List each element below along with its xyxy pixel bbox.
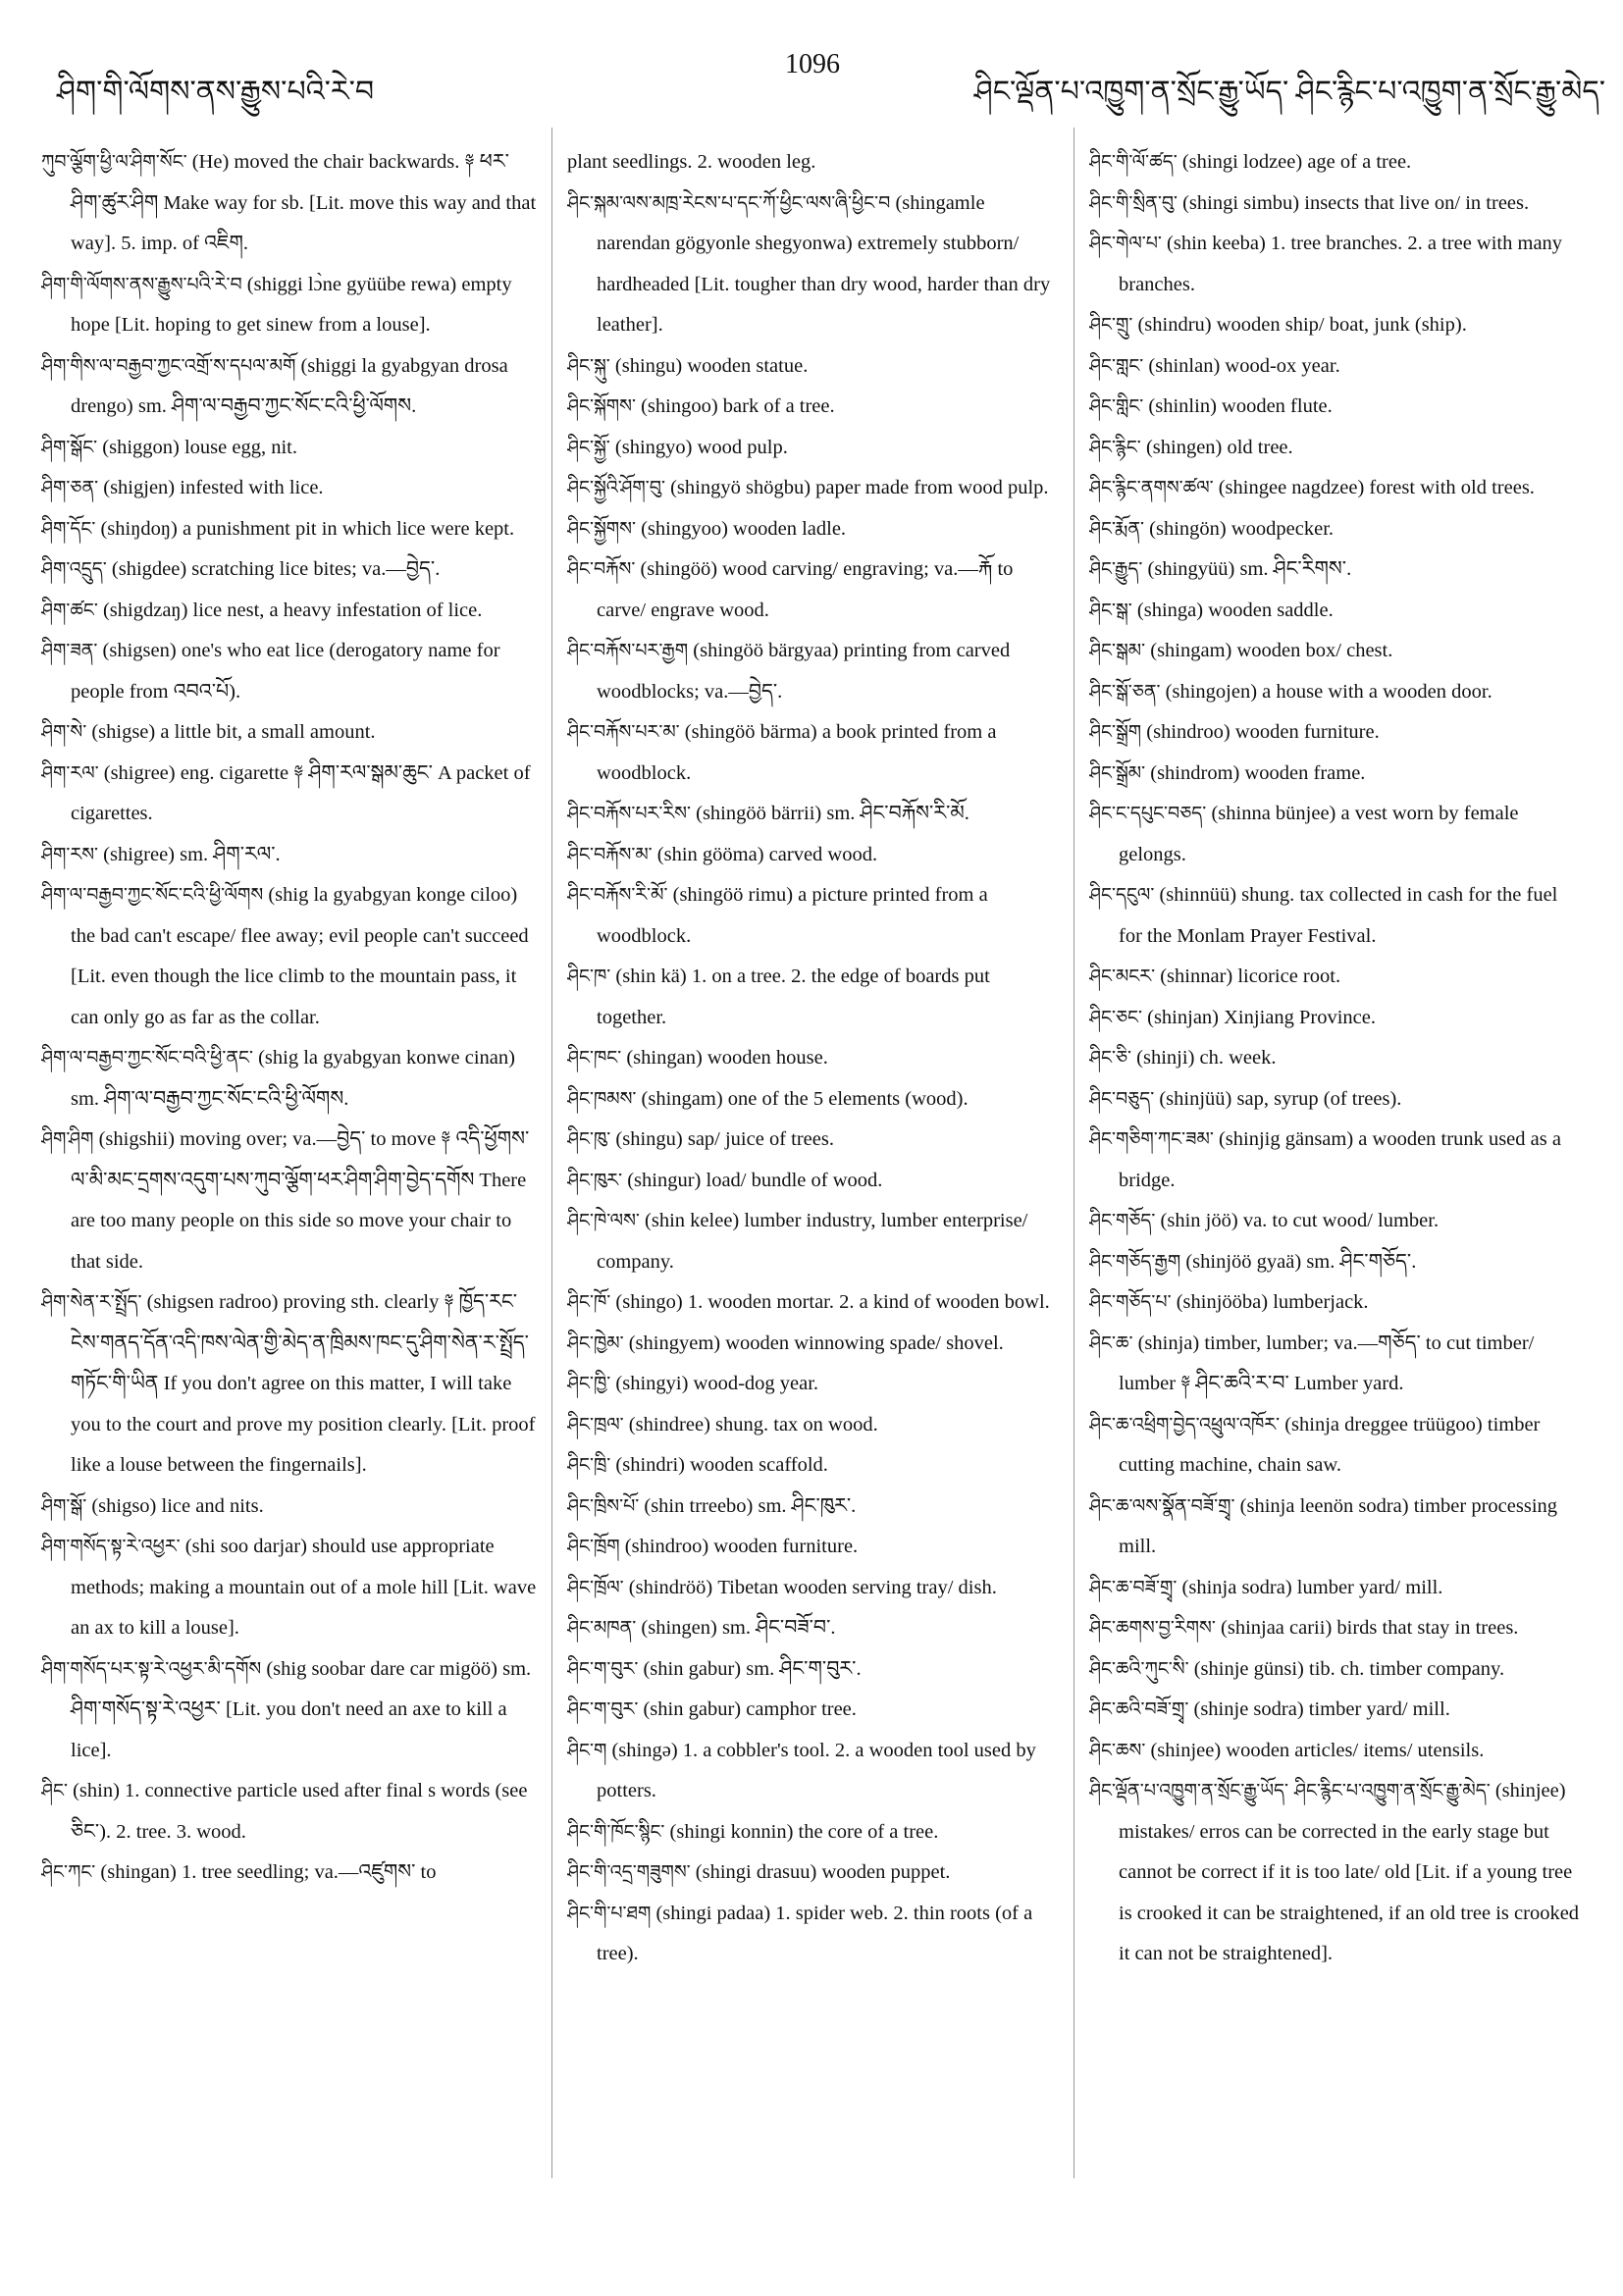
dictionary-entry — [1089, 142, 1585, 183]
dictionary-entry — [567, 712, 1063, 794]
entry-headword: ཤིང་ཀང་ — [41, 1861, 96, 1883]
dictionary-entry — [567, 1282, 1063, 1324]
entry-headword: ཤིང་བཅུད་ — [1089, 1087, 1155, 1110]
entry-definition: (shingamle narendan gögyonle shegyonwa) extremely stubborn/ hardheaded [Lit. tougher than dry wood, harder than dry leather]. — [597, 191, 1051, 336]
entry-definition: (shingyo) wood pulp. — [614, 436, 788, 458]
entry-headword: ཤིག་སྒོང་ — [41, 436, 98, 458]
entry-headword: ཤིང་ཁྲི་ — [567, 1454, 611, 1476]
dictionary-entry — [567, 1731, 1063, 1812]
entry-definition: (shingam) one of the 5 elements (wood). — [641, 1087, 969, 1110]
entry-definition: (shindröö) Tibetan wooden serving tray/ dish. — [628, 1576, 997, 1598]
entry-headword: ཤིང་ཁྲོལ་ — [567, 1576, 624, 1598]
entry-headword: ཤིག་ལ་བརྒྱབ་ཀྱང་སོང་བའི་ཕྱི་ནང་ — [41, 1047, 253, 1069]
entry-definition: (shingöö bärma) a book printed from a woodblock. — [597, 721, 997, 784]
entry-headword: ཤིང་ཅང་ — [1089, 1006, 1142, 1028]
dictionary-entry — [1089, 1608, 1585, 1649]
dictionary-entry — [1089, 549, 1585, 591]
entry-headword: ཤིག་སེ་ — [41, 721, 87, 743]
entry-headword: ཤིང་ཆ་བཟོ་གྲྭ་ — [1089, 1576, 1178, 1598]
entry-headword: ཤིང་གཅོད་རྒྱག — [1089, 1250, 1181, 1273]
entry-headword: ཤིག་ཚང་ — [41, 599, 98, 621]
entry-headword: ཤིང་ཁྲིས་པོ་ — [567, 1494, 640, 1517]
entry-headword: ཤིག་ལ་བརྒྱབ་ཀྱང་སོང་ངའི་ཕྱི་ལོགས — [41, 884, 264, 906]
entry-headword: ཤིང་གླང་ — [1089, 354, 1144, 377]
entry-headword: ཤིང་ང་དཔུང་བཅད་ — [1089, 803, 1207, 824]
entry-definition: (shindri) wooden scaffold. — [615, 1454, 828, 1476]
entry-definition: (shindree) shung. tax on wood. — [628, 1413, 878, 1435]
dictionary-entry — [1089, 468, 1585, 509]
entry-definition: (shin trreebo) sm. ཤིང་ཁུར་. — [644, 1494, 857, 1517]
entry-headword: ཤིང་མཁན་ — [567, 1617, 637, 1639]
entry-definition: (shingyüü) sm. ཤིང་རིགས་. — [1147, 558, 1352, 580]
entry-definition: (shigjen) infested with lice. — [103, 477, 324, 498]
entry-definition: (shiŋdoŋ) a punishment pit in which lice were kept. — [100, 517, 515, 540]
entry-headword: ཤིང་གཅོད་ — [1089, 1210, 1156, 1231]
entry-definition: (shingan) wooden house. — [626, 1047, 828, 1069]
dictionary-entry — [41, 468, 537, 509]
entry-headword: ཤིང་རྙིང་ནགས་ཚལ་ — [1089, 477, 1214, 498]
entry-headword: ཤིང་སྐམ་ལས་མཁྲ་རེངས་པ་དང་ཀོ་ཕྱིང་ལས་ཞི་ཕྱིང་བ — [567, 191, 891, 214]
dictionary-entry — [1089, 1038, 1585, 1079]
dictionary-entry — [567, 794, 1063, 835]
entry-definition: (shigshii) moving over; va.—བྱེད་ to move ༈ འདི་ཕྱོགས་ལ་མི་མང་དྲགས་འདུག་པས་ཀུབ་ལྕོག་ཕར་ཤིག་ཤིག་བྱེད་དགོས There are too many people on this side so move your chair to that side. — [71, 1128, 530, 1273]
dictionary-entry — [567, 1120, 1063, 1161]
entry-headword: ཤིང་ཆ་ — [1089, 1331, 1133, 1354]
dictionary-entry — [567, 1812, 1063, 1853]
entry-headword: ཤིང་སྐུ་ — [567, 354, 610, 377]
entry-definition: (shinjöö gyaä) sm. ཤིང་གཅོད་. — [1185, 1250, 1417, 1273]
entry-headword: ཤིང་གླིང་ — [1089, 395, 1144, 417]
entry-headword: ཤིག་གསོད་པར་སྟ་རེ་འཕྱར་མི་དགོས — [41, 1657, 262, 1680]
entry-headword: ཤིང་ — [41, 1780, 68, 1801]
entry-headword: ཤིང་བརྐོས་པར་མ་ — [567, 721, 680, 743]
dictionary-entry — [567, 1038, 1063, 1079]
dictionary-entry — [41, 1649, 537, 1772]
entry-definition: (shin jöö) va. to cut wood/ lumber. — [1160, 1210, 1440, 1231]
dictionary-entry — [567, 1690, 1063, 1731]
entry-definition: (shin gööma) carved wood. — [656, 843, 878, 865]
entry-definition: (shinnar) licorice root. — [1160, 965, 1341, 987]
dictionary-entry — [567, 183, 1063, 346]
dictionary-entry — [1089, 1731, 1585, 1772]
dictionary-entry — [567, 1079, 1063, 1121]
dictionary-entry — [567, 835, 1063, 876]
entry-headword: ཤིང་གཅོད་པ་ — [1089, 1291, 1172, 1313]
entry-headword: ཤིག་རལ་ — [41, 761, 99, 784]
entry-headword: ཤིག་དོང་ — [41, 517, 96, 540]
entry-definition: (shigree) sm. ཤིག་རལ་. — [103, 843, 281, 865]
dictionary-entry — [1089, 1487, 1585, 1568]
entry-definition: (shigdzaŋ) lice nest, a heavy infestation of lice. — [102, 599, 483, 621]
entry-headword: ཤིང་ག — [567, 1739, 607, 1761]
entry-definition: (shingu) wooden statue. — [614, 354, 809, 377]
entry-headword: ཤིང་ཁུ་ — [567, 1128, 611, 1150]
dictionary-entry — [41, 1487, 537, 1528]
entry-definition: (shinlan) wood-ox year. — [1148, 354, 1340, 377]
entry-definition: (shigso) lice and nits. — [91, 1494, 264, 1517]
entry-headword: ཤིང་ཆས་ — [1089, 1739, 1146, 1761]
entry-definition: (shinja) timber, lumber; va.—གཅོད་ to cut timber/ lumber ༈ ཤིང་ཆའི་ར་བ་ Lumber yard. — [1119, 1331, 1535, 1394]
entry-definition: (shinja dreggee trüügoo) timber cutting machine, chain saw. — [1119, 1413, 1541, 1476]
entry-headword: ཤིང་བརྐོས་པར་རྒྱག — [567, 640, 689, 661]
entry-headword: ཤིང་སྒྲོམ་ — [1089, 761, 1146, 784]
dictionary-entry — [567, 142, 1063, 183]
entry-headword: ཤིང་བརྐོས་རི་མོ་ — [567, 884, 668, 906]
dictionary-entry — [41, 631, 537, 712]
dictionary-entry — [1089, 1690, 1585, 1731]
dictionary-entry — [1089, 712, 1585, 754]
dictionary-entry — [1089, 428, 1585, 469]
entry-definition: (shingam) wooden box/ chest. — [1150, 640, 1393, 661]
dictionary-entry — [41, 875, 537, 1038]
dictionary-entry — [1089, 224, 1585, 305]
dictionary-entry — [567, 631, 1063, 712]
entry-headword: ཤིང་མངར་ — [1089, 965, 1156, 987]
dictionary-entry — [567, 1487, 1063, 1528]
dictionary-entry — [41, 1038, 537, 1120]
entry-headword: ཤིང་སྒོ་ཅན་ — [1089, 680, 1161, 703]
dictionary-entry — [1089, 591, 1585, 632]
entry-headword: ཤིང་ཁང་ — [567, 1047, 622, 1069]
dictionary-entry — [1089, 754, 1585, 795]
entry-headword: ཀུབ་ལྕོག་ཕྱི་ལ་ཤིག་སོང་ — [41, 151, 187, 173]
entry-headword: ཤིག་གིས་ལ་བརྒྱབ་ཀྱང་འགྲོ་ས་དཔལ་མགོ — [41, 354, 296, 377]
dictionary-entry — [41, 428, 537, 469]
dictionary-entry — [41, 754, 537, 835]
dictionary-entry — [1089, 1405, 1585, 1487]
entry-definition: (shig la gyabgyan konge ciloo) the bad can't escape/ flee away; evil people can't succeed [Lit. even though the lice climb to the mountain pass, it can only go as far as the collar. — [71, 884, 529, 1028]
entry-headword: ཤིང་ཁུར་ — [567, 1169, 623, 1191]
entry-definition: (shindrom) wooden frame. — [1150, 761, 1366, 784]
dictionary-entry — [1089, 1079, 1585, 1121]
dictionary-entry — [41, 346, 537, 428]
entry-headword: ཤིང་ཁྲོག — [567, 1536, 620, 1557]
dictionary-entry — [41, 1852, 537, 1894]
entry-definition: (shingi simbu) insects that live on/ in trees. — [1182, 191, 1530, 214]
dictionary-entry — [1089, 183, 1585, 225]
entry-headword: ཤིང་ཅི་ — [1089, 1047, 1132, 1069]
dictionary-entry — [567, 1405, 1063, 1446]
entry-definition: (shingi konnin) the core of a tree. — [669, 1820, 939, 1843]
entry-definition: (shindru) wooden ship/ boat, junk (ship). — [1137, 314, 1467, 336]
entry-definition: (shigdee) scratching lice bites; va.—བྱེད་. — [111, 558, 441, 580]
entry-definition: (shingan) 1. tree seedling; va.—འཛུགས་ to — [100, 1861, 437, 1883]
entry-definition: (shigsen radroo) proving sth. clearly ༈ ཁྱོད་རང་ངེས་གནད་དོན་འདི་ཁས་ལེན་གྱི་མེད་ན་ཁྲིམས་ཁང་དུ་ཤིག་སེན་ར་སྤྲོད་གཏོང་གི་ཡིན If you don't agree on this matter, I will take you to the court and prove my position clearly. [Lit. proof like a louse between the fingernails]. — [71, 1291, 536, 1476]
left-guide-word: ཤིག་གི་ལོགས་ནས་རྒྱུས་པའི་རེ་བ — [57, 76, 375, 108]
entry-headword: ཤིང་སྒྲོག — [1089, 721, 1142, 743]
entry-headword: ཤིང་སྒམ་ — [1089, 640, 1146, 661]
entry-definition: (shinji) ch. week. — [1136, 1047, 1277, 1069]
entry-definition: (shigse) a little bit, a small amount. — [91, 721, 376, 743]
column-3 — [1089, 142, 1585, 2164]
dictionary-entry — [567, 1649, 1063, 1691]
entry-definition: (shingu) sap/ juice of trees. — [615, 1128, 834, 1150]
entry-definition: (shinna bünjee) a vest worn by female gelongs. — [1119, 803, 1519, 865]
dictionary-entry — [41, 1771, 537, 1852]
entry-definition: (shingön) woodpecker. — [1149, 517, 1335, 540]
entry-definition: (shingyi) wood-dog year. — [615, 1373, 819, 1394]
dictionary-entry — [41, 549, 537, 591]
entry-headword: ཤིང་ཆགས་བྱ་རིགས་ — [1089, 1617, 1216, 1639]
entry-headword: ཤིང་གཅིག་ཀང་ཟམ་ — [1089, 1128, 1214, 1150]
dictionary-entry — [41, 1120, 537, 1282]
entry-definition: (shingyö shögbu) paper made from wood pulp. — [670, 477, 1049, 498]
entry-headword: ཤིང་སྒ་ — [1089, 599, 1132, 621]
dictionary-entry — [1089, 346, 1585, 388]
column-2 — [567, 142, 1063, 2164]
entry-definition: (shingöö bärrii) sm. ཤིང་བརྐོས་རི་མོ. — [696, 803, 969, 824]
column-divider — [1073, 128, 1074, 2178]
entry-definition: (shin gabur) camphor tree. — [643, 1698, 857, 1720]
entry-headword: ཤིང་སྐྱོ་ — [567, 436, 610, 458]
dictionary-entry — [567, 1608, 1063, 1649]
entry-definition: (shingyem) wooden winnowing spade/ shovel. — [628, 1331, 1004, 1354]
entry-headword: ཤིང་ཆའི་བཟོ་གྲྭ་ — [1089, 1698, 1189, 1720]
entry-definition: (shinga) wooden saddle. — [1136, 599, 1334, 621]
entry-headword: ཤིང་གྲུ་ — [1089, 314, 1133, 336]
entry-headword: ཤིང་ཁྲལ་ — [567, 1413, 624, 1435]
dictionary-entry — [1089, 1324, 1585, 1405]
dictionary-entry — [567, 1364, 1063, 1405]
entry-definition: (shingoo) bark of a tree. — [641, 395, 835, 417]
dictionary-entry — [567, 1527, 1063, 1568]
entry-definition: (shin gabur) sm. ཤིང་ག་བུར་. — [643, 1657, 862, 1680]
dictionary-entry — [41, 835, 537, 876]
entry-headword: ཤིང་རྙིང་ — [1089, 436, 1141, 458]
entry-headword: ཤིང་ཁོ་ — [567, 1291, 611, 1313]
dictionary-entry — [1089, 1242, 1585, 1283]
entry-headword: ཤིང་ཆ་འཕྲིག་བྱེད་འཕྲུལ་འཁོར་ — [1089, 1413, 1281, 1435]
entry-headword: ཤིག་རས་ — [41, 843, 99, 865]
entry-headword: ཤིང་བརྐོས་ — [567, 558, 636, 580]
entry-definition: plant seedlings. 2. wooden leg. — [567, 151, 816, 173]
entry-headword: ཤིང་ཁེ་ལས་ — [567, 1210, 640, 1231]
dictionary-entry — [567, 875, 1063, 957]
dictionary-entry — [567, 428, 1063, 469]
entry-headword: ཤིག་སྒོ་ — [41, 1494, 87, 1517]
entry-definition: (shiggi lɔ̀ne gyüübe rewa) empty hope [Lit. hoping to get sinew from a louse]. — [71, 273, 512, 336]
entry-headword: ཤིང་བརྐོས་མ་ — [567, 843, 653, 865]
dictionary-entry — [1089, 1771, 1585, 1975]
entry-definition: (shingi padaa) 1. spider web. 2. thin roots (of a tree). — [597, 1902, 1033, 1964]
entry-headword: ཤིང་གི་སྲིན་བུ་ — [1089, 191, 1178, 214]
entry-headword: ཤིག་ཟན་ — [41, 640, 98, 661]
dictionary-entry — [567, 468, 1063, 509]
entry-definition: (shiggi la gyabgyan drosa drengo) sm. ཤིག་ལ་བརྒྱབ་ཀྱང་སོང་ངའི་ཕྱི་ལོགས. — [71, 354, 508, 417]
entry-definition: (shingen) sm. ཤིང་བཟོ་བ་. — [641, 1617, 836, 1639]
entry-definition: (shinjööba) lumberjack. — [1176, 1291, 1369, 1313]
entry-headword: ཤིང་དངུལ་ — [1089, 884, 1155, 906]
dictionary-entry — [567, 1445, 1063, 1487]
entry-definition: (shingə) 1. a cobbler's tool. 2. a wooden tool used by potters. — [597, 1739, 1036, 1801]
entry-definition: (shinja leenön sodra) timber processing mill. — [1119, 1494, 1558, 1557]
entry-definition: (shingöö bärgyaa) printing from carved woodblocks; va.—བྱེད་. — [597, 640, 1011, 703]
entry-headword: ཤིང་ཁམས་ — [567, 1087, 637, 1110]
entry-headword: ཤིང་གི་ལོ་ཚད་ — [1089, 151, 1178, 173]
entry-definition: (shingo) 1. wooden mortar. 2. a kind of wooden bowl. — [615, 1291, 1050, 1313]
entry-definition: (He) moved the chair backwards. ༈ ཕར་ཤིག་ཚུར་ཤིག Make way for sb. [Lit. move this way and that way]. 5. imp. of འཇིག. — [71, 151, 537, 254]
dictionary-entry — [41, 509, 537, 550]
column-divider — [551, 128, 552, 2178]
dictionary-entry — [567, 346, 1063, 388]
entry-definition: (shinjee) wooden articles/ items/ utensils. — [1150, 1739, 1485, 1761]
entry-headword: ཤིང་གེལ་པ་ — [1089, 233, 1162, 254]
entry-definition: (shinje sodra) timber yard/ mill. — [1193, 1698, 1450, 1720]
dictionary-entry — [1089, 794, 1585, 875]
entry-headword: ཤིང་རྒྱུད་ — [1089, 558, 1143, 580]
entry-definition: (shinjig gänsam) a wooden trunk used as a bridge. — [1119, 1128, 1561, 1191]
entry-headword: ཤིག་ཤིག — [41, 1128, 94, 1150]
entry-definition: (shingen) old tree. — [1145, 436, 1293, 458]
entry-definition: (shinnüü) shung. tax collected in cash for the fuel for the Monlam Prayer Festival. — [1119, 884, 1558, 947]
dictionary-entry — [1089, 1201, 1585, 1242]
entry-headword: ཤིང་སྐྱོའི་ཤོག་བུ་ — [567, 477, 665, 498]
entry-definition: (shindroo) wooden furniture. — [1146, 721, 1380, 743]
entry-definition: (shingi lodzee) age of a tree. — [1181, 151, 1412, 173]
entry-definition: (shi soo darjar) should use appropriate methods; making a mountain out of a mole hill [Lit. wave an ax to kill a louse]. — [71, 1536, 537, 1639]
entry-definition: (shingyoo) wooden ladle. — [641, 517, 847, 540]
entry-headword: ཤིག་ཅན་ — [41, 477, 99, 498]
entry-definition: (shin keeba) 1. tree branches. 2. a tree with many branches. — [1119, 233, 1563, 295]
dictionary-entry — [567, 957, 1063, 1038]
entry-definition: (shingöö) wood carving/ engraving; va.—རྐོ to carve/ engrave wood. — [597, 558, 1014, 621]
entry-definition: (shin) 1. connective particle used after final s words (see ཅིང་). 2. tree. 3. wood. — [71, 1780, 528, 1843]
entry-definition: (shingee nagdzee) forest with old trees. — [1218, 477, 1535, 498]
right-guide-word: ཤིང་ལྡོན་པ་འཁྱུག་ན་སྲོང་རྒྱུ་ཡོད་ ཤིང་རྙིང་པ་འཁྱུག་ན་སྲོང་རྒྱུ་མེད་ — [973, 76, 1605, 108]
entry-definition: (shin kelee) lumber industry, lumber enterprise/ company. — [597, 1210, 1028, 1273]
entry-headword: ཤིང་གི་པ་ཐག — [567, 1902, 652, 1924]
dictionary-entry — [41, 1282, 537, 1487]
page-number: 1096 — [785, 49, 840, 79]
entry-definition: (shingi drasuu) wooden puppet. — [695, 1861, 951, 1883]
dictionary-entry — [567, 1201, 1063, 1282]
dictionary-entry — [1089, 672, 1585, 713]
entry-definition: (shinjüü) sap, syrup (of trees). — [1159, 1087, 1402, 1110]
dictionary-entry — [567, 387, 1063, 428]
dictionary-entry — [567, 1161, 1063, 1202]
dictionary-entry — [1089, 1120, 1585, 1201]
entry-definition: (shinjaa carii) birds that stay in trees. — [1221, 1617, 1519, 1639]
entry-headword: ཤིང་གི་ཁོང་སྙིང་ — [567, 1820, 665, 1843]
column-1 — [41, 142, 537, 2164]
entry-headword: ཤིང་ཁྱེམ་ — [567, 1331, 624, 1354]
dictionary-entry — [41, 712, 537, 754]
dictionary-entry — [567, 509, 1063, 550]
entry-definition: (shig soobar dare car migöö) sm. ཤིག་གསོད་སྟ་རེ་འཕྱར་ [Lit. you don't need an axe to kill a lice]. — [71, 1657, 532, 1761]
entry-headword: ཤིང་ག་བུར་ — [567, 1657, 639, 1680]
dictionary-entry — [1089, 1282, 1585, 1324]
dictionary-entry — [1089, 1568, 1585, 1609]
entry-definition: (shinjee) mistakes/ erros can be corrected in the early stage but cannot be correct if it is too late/ old [Lit. if a young tree is crooked it can be straightened, if an old tree is crooked it can not be straightened]. — [1119, 1780, 1580, 1964]
entry-definition: (shigsen) one's who eat lice (derogatory name for people from འབའ་པོ). — [71, 640, 500, 703]
dictionary-entry — [567, 1852, 1063, 1894]
entry-definition: (shinlin) wooden flute. — [1148, 395, 1333, 417]
entry-definition: (shin kä) 1. on a tree. 2. the edge of boards put together. — [597, 965, 990, 1028]
page-header — [0, 49, 1623, 108]
dictionary-entry — [1089, 875, 1585, 957]
entry-definition: (shingur) load/ bundle of wood. — [627, 1169, 883, 1191]
dictionary-entry — [567, 1568, 1063, 1609]
dictionary-entry — [41, 142, 537, 265]
dictionary-entry — [1089, 387, 1585, 428]
entry-headword: ཤིང་ཆའི་ཀུང་སི་ — [1089, 1657, 1189, 1680]
entry-definition: (shig la gyabgyan konwe cinan) sm. ཤིག་ལ་བརྒྱབ་ཀྱང་སོང་ངའི་ཕྱི་ལོགས. — [71, 1047, 515, 1110]
dictionary-entry — [41, 591, 537, 632]
dictionary-entry — [41, 265, 537, 346]
dictionary-entry — [1089, 1649, 1585, 1691]
entry-definition: (shingojen) a house with a wooden door. — [1165, 680, 1492, 703]
entry-headword: ཤིང་རྨོན་ — [1089, 517, 1145, 540]
dictionary-entry — [1089, 305, 1585, 346]
entry-headword: ཤིང་སྐྱོགས་ — [567, 517, 636, 540]
entry-headword: ཤིང་གི་འདྲ་གཟུགས་ — [567, 1861, 691, 1883]
entry-headword: ཤིང་ཁ་ — [567, 965, 611, 987]
entry-definition: (shinjan) Xinjiang Province. — [1147, 1006, 1376, 1028]
dictionary-entry — [1089, 998, 1585, 1039]
entry-headword: ཤིང་ག་བུར་ — [567, 1698, 639, 1720]
entry-headword: ཤིང་སྐོགས་ — [567, 395, 636, 417]
dictionary-entry — [1089, 957, 1585, 998]
dictionary-entry — [41, 1527, 537, 1649]
entry-definition: (shinje günsi) tib. ch. timber company. — [1193, 1657, 1505, 1680]
entry-headword: ཤིང་ཆ་ལས་སྣོན་བཟོ་གྲྭ་ — [1089, 1494, 1235, 1517]
entry-headword: ཤིག་སེན་ར་སྤྲོད་ — [41, 1291, 142, 1313]
dictionary-entry — [1089, 631, 1585, 672]
entry-definition: (shingöö rimu) a picture printed from a woodblock. — [597, 884, 988, 947]
entry-headword: ཤིག་གསོད་སྟ་རེ་འཕྱར་ — [41, 1536, 181, 1557]
dictionary-entry — [1089, 509, 1585, 550]
dictionary-entry — [567, 1894, 1063, 1975]
entry-headword: ཤིང་ཁྱི་ — [567, 1373, 611, 1394]
entry-headword: ཤིག་འདྲུད་ — [41, 558, 107, 580]
entry-headword: ཤིང་བརྐོས་པར་རིས་ — [567, 803, 691, 824]
entry-headword: ཤིང་ལྡོན་པ་འཁྱུག་ན་སྲོང་རྒྱུ་ཡོད་ ཤིང་རྙིང་པ་འཁྱུག་ན་སྲོང་རྒྱུ་མེད་ — [1089, 1780, 1491, 1801]
entry-headword: ཤིག་གི་ལོགས་ནས་རྒྱུས་པའི་རེ་བ — [41, 273, 242, 295]
entry-definition: (shigree) eng. cigarette ༈ ཤིག་རལ་སྒམ་ཆུང་ A packet of cigarettes. — [71, 761, 531, 824]
entry-definition: (shiggon) louse egg, nit. — [102, 436, 297, 458]
dictionary-entry — [567, 1324, 1063, 1365]
dictionary-entry — [567, 549, 1063, 631]
entry-definition: (shinja sodra) lumber yard/ mill. — [1181, 1576, 1443, 1598]
entry-definition: (shindroo) wooden furniture. — [624, 1536, 859, 1557]
